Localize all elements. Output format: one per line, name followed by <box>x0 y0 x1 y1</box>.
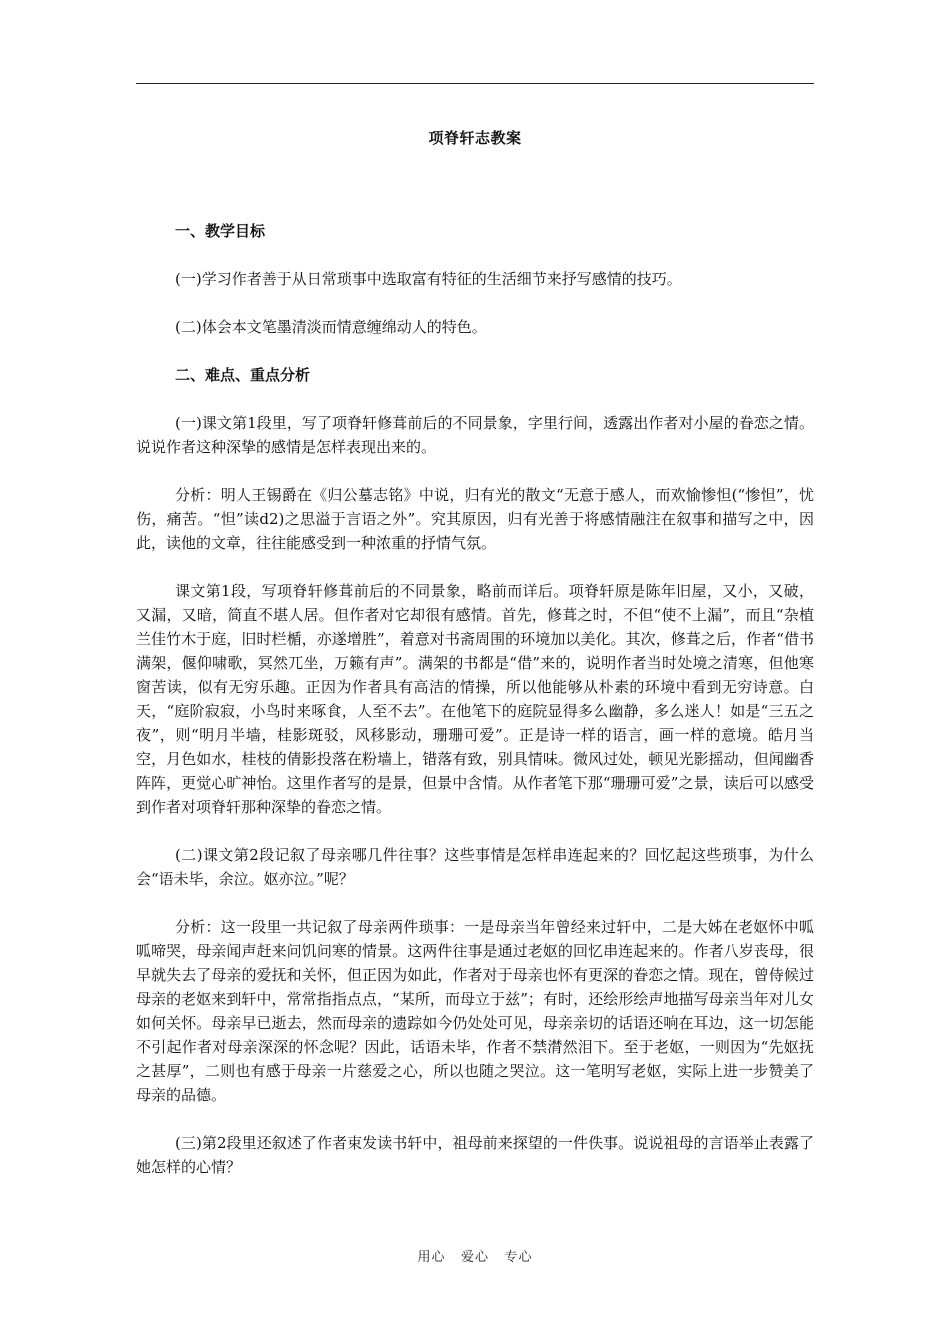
document-body <box>136 219 814 1201</box>
question-1: (一)课文第1段里，写了项脊轩修葺前后的不同景象，字里行间，透露出作者对小屋的眷恋之情。说说作者这种深挚的感情是怎样表现出来的。 <box>136 414 814 456</box>
section-heading-analysis: 二、难点、重点分析 <box>175 366 311 384</box>
analysis-2: 分析：这一段里一共记叙了母亲两件琐事：一是母亲当年曾经来过轩中，二是大姊在老妪怀中呱呱啼哭，母亲闻声赶来问饥问寒的情景。这两件往事是通过老妪的回忆串连起来的。作者八岁丧母，很早就失去了母亲的爱抚和关怀，但正因为如此，作者对于母亲也怀有更深的眷恋之情。现在，曾侍候过母亲的老妪来到轩中，常常指指点点，“某所，而母立于兹”；有时，还绘形绘声地描写母亲当年对儿女如何关怀。母亲早已逝去，然而母亲的遗踪如今仍处处可见，母亲亲切的话语还响在耳边，这一切怎能不引起作者对母亲深深的怀念呢？因此，话语未毕，作者不禁潸然泪下。至于老妪，一则因为“先妪抚之甚厚”，二则也有感于母亲一片慈爱之心，所以也随之哭泣。这一笔明写老妪，实际上进一步赞美了母亲的品德。 <box>136 918 814 1104</box>
section-heading-objectives: 一、教学目标 <box>175 222 266 240</box>
analysis-1-detail: 课文第1段，写项脊轩修葺前后的不同景象，略前而详后。项脊轩原是陈年旧屋，又小，又破，又漏，又暗，简直不堪人居。但作者对它却很有感情。首先，修葺之时，不但“使不上漏”，而且“杂植兰佳竹木于庭，旧时栏楯，亦遂增胜”，着意对书斋周围的环境加以美化。其次，修葺之后，作者“借书满架，偃仰啸歌，冥然兀坐，万籁有声”。满架的书都是“借”来的，说明作者当时处境之清寒，但他寒窗苦读，似有无穷乐趣。正因为作者具有高洁的情操，所以他能够从朴素的环境中看到无穷诗意。白天，“庭阶寂寂，小鸟时来啄食，人至不去”。在他笔下的庭院显得多么幽静，多么迷人！如是“三五之夜”，则“明月半墙，桂影斑驳，风移影动，珊珊可爱”。正是诗一样的语言，画一样的意境。皓月当空，月色如水，桂枝的倩影投落在粉墙上，错落有致，别具情味。微风过处，顿见光影摇动，但闻幽香阵阵，更觉心旷神怡。这里作者写的是景，但景中含情。从作者笔下那“珊珊可爱”之景，读后可以感受到作者对项脊轩那种深挚的眷恋之情。 <box>136 582 814 816</box>
question-2: (二)课文第2段记叙了母亲哪几件往事？这些事情是怎样串连起来的？回忆起这些琐事，为什么会“语未毕，余泣。妪亦泣。”呢？ <box>136 846 814 888</box>
objective-2: (二)体会本文笔墨清淡而情意缠绵动人的特色。 <box>175 318 487 336</box>
objective-1: (一)学习作者善于从日常琐事中选取富有特征的生活细节来抒写感情的技巧。 <box>175 270 682 288</box>
header-rule <box>136 83 814 84</box>
question-3: (三)第2段里还叙述了作者束发读书轩中，祖母前来探望的一件佚事。说说祖母的言语举止表露了她怎样的心情？ <box>136 1134 814 1176</box>
document-title: 项脊轩志教案 <box>428 129 522 147</box>
analysis-1: 分析：明人王锡爵在《归公墓志铭》中说，归有光的散文“无意于感人，而欢愉惨怛(“惨怛”，忧伤，痛苦。“怛”读d2)之思溢于言语之外”。究其原因，归有光善于将感情融注在叙事和描写之中，因此，读他的文章，往往能感受到一种浓重的抒情气氛。 <box>136 486 814 552</box>
page-footer: 用心 爱心 专心 <box>417 1250 533 1265</box>
